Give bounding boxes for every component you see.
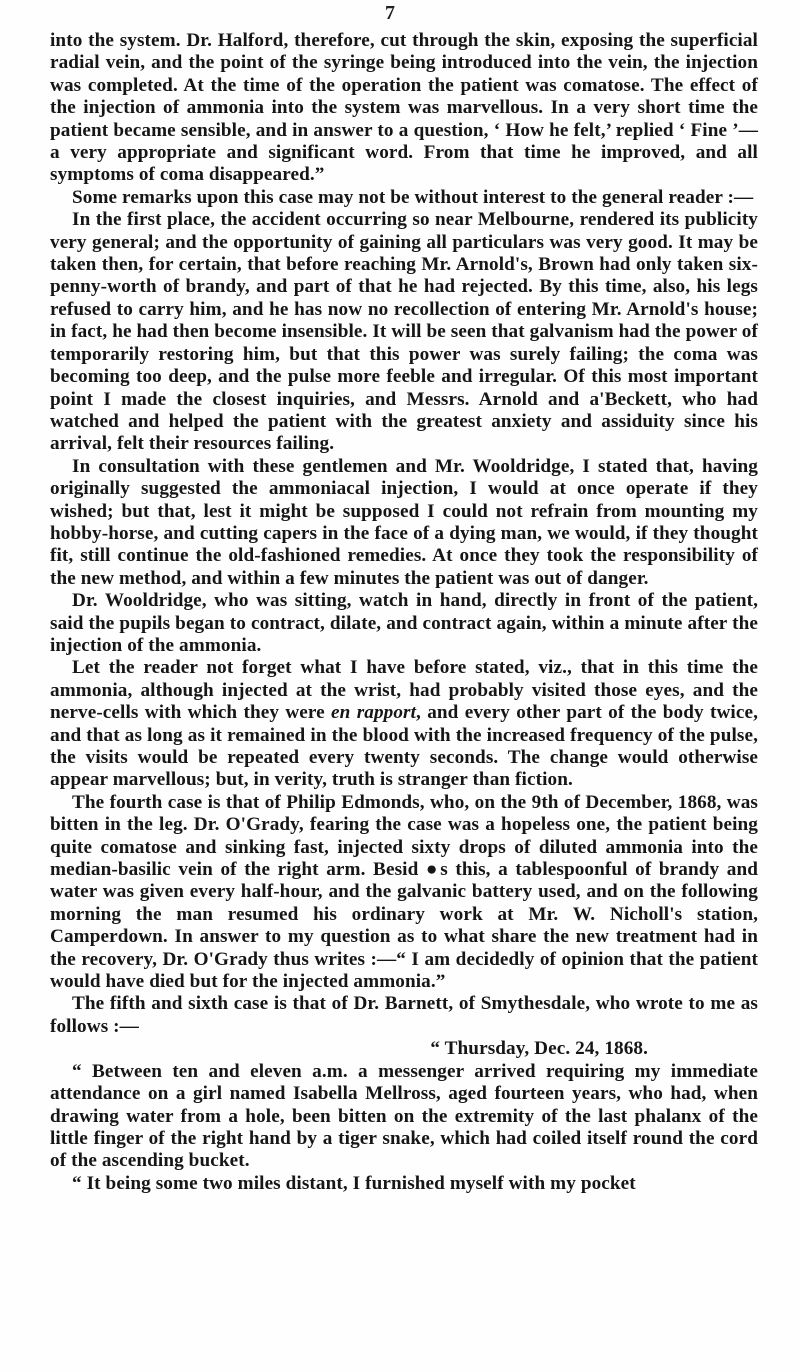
paragraph-en-rapport (50, 657, 758, 791)
paragraph-text: , and every other part of the body twice, and that as long as it remained in the blood with the increased frequency of the pulse, the visits would be repeated every twenty seconds. The change would otherwise appear marvellous; but, in verity, truth is stranger than fiction. (50, 702, 758, 791)
paragraph-continued: into the system. Dr. Halford, therefore, cut through the skin, exposing the superficial radial vein, and the point of the syringe being introduced into the vein, the injection was completed. At the time of the operation the patient was comatose. The effect of the injection of ammonia into the system was marvellous. In a very short time the patient became sensible, and in answer to a question, ‘ How he felt,’ replied ‘ Fine ’—a very appropriate and significant word. From that time he improved, and all symptoms of coma disappeared.” (50, 30, 758, 186)
letter-date: “ Thursday, Dec. 24, 1868. (430, 1038, 648, 1060)
paragraph: “ Between ten and eleven a.m. a messenger arrived requiring my immediate attendance on a girl named Isabella Mellross, aged fourteen years, who had, when drawing water from a hole, been bitten on the extremity of the last phalanx of the little finger of the right hand by a tiger snake, which had coiled itself round the cord of the ascending bucket. (50, 1060, 758, 1172)
paragraph: The fourth case is that of Philip Edmonds, who, on the 9th of December, 1868, was bitten in the leg. Dr. O'Grady, fearing the case was a hopeless one, the patient being quite comatose and sinking fast, injected sixty drops of diluted ammonia into the median-basilic vein of the right arm. Besid ●s this, a tablespoonful of brandy and water was given every half-hour, and the galvanic battery used, and on the following morning the man resumed his ordinary work at Mr. W. Nicholl's station, Camperdown. In answer to my question as to what share the new treatment had in the recovery, Dr. O'Grady thus writes :—“ I am decidedly of opinion that the patient would have died but for the injected ammonia.” (50, 791, 758, 993)
paragraph-text: Let the reader not forget what I have before stated, viz., that in this time the ammonia, although injected at the wrist, had probably visited those eyes, and the nerve-cells with which they were (50, 657, 758, 724)
italic-phrase: en rapport (331, 702, 417, 724)
page-number: 7 (385, 2, 395, 24)
paragraph: In the first place, the accident occurring so near Melbourne, rendered its publicity very general; and the opportunity of gaining all particulars was very good. It may be taken then, for certain, that before reaching Mr. Arnold's, Brown had only taken six-penny-worth of brandy, and part of that he had rejected. By this time, also, his legs refused to carry him, and he has now no recollection of entering Mr. Arnold's house; in fact, he had then become insensible. It will be seen that galvanism had the power of temporarily restoring him, but that this power was surely failing; the coma was becoming too deep, and the pulse more feeble and irregular. Of this most important point I made the closest inquiries, and Messrs. Arnold and a'Beckett, who had watched and helped the patient with the greatest anxiety and assiduity since his arrival, felt their resources failing. (50, 209, 758, 455)
paragraph: In consultation with these gentlemen and Mr. Wooldridge, I stated that, having originally suggested the ammoniacal injection, I would at once operate if they wished; but that, lest it might be supposed I could not refrain from mounting my hobby-horse, and cutting capers in the face of a dying man, we would, if they thought fit, still continue the old-fashioned remedies. At once they took the responsibility of the new method, and within a few minutes the patient was out of danger. (50, 455, 758, 589)
paragraph: “ It being some two miles distant, I furnished myself with my pocket (72, 1172, 636, 1194)
paragraph: The fifth and sixth case is that of Dr. Barnett, of Smythesdale, who wrote to me as follows :— (50, 993, 758, 1037)
body-text (50, 30, 758, 1195)
paragraph: Some remarks upon this case may not be without interest to the general reader :— (72, 186, 754, 208)
paragraph: Dr. Wooldridge, who was sitting, watch in hand, directly in front of the patient, said the pupils began to contract, dilate, and contract again, within a minute after the injection of the ammonia. (50, 590, 758, 656)
